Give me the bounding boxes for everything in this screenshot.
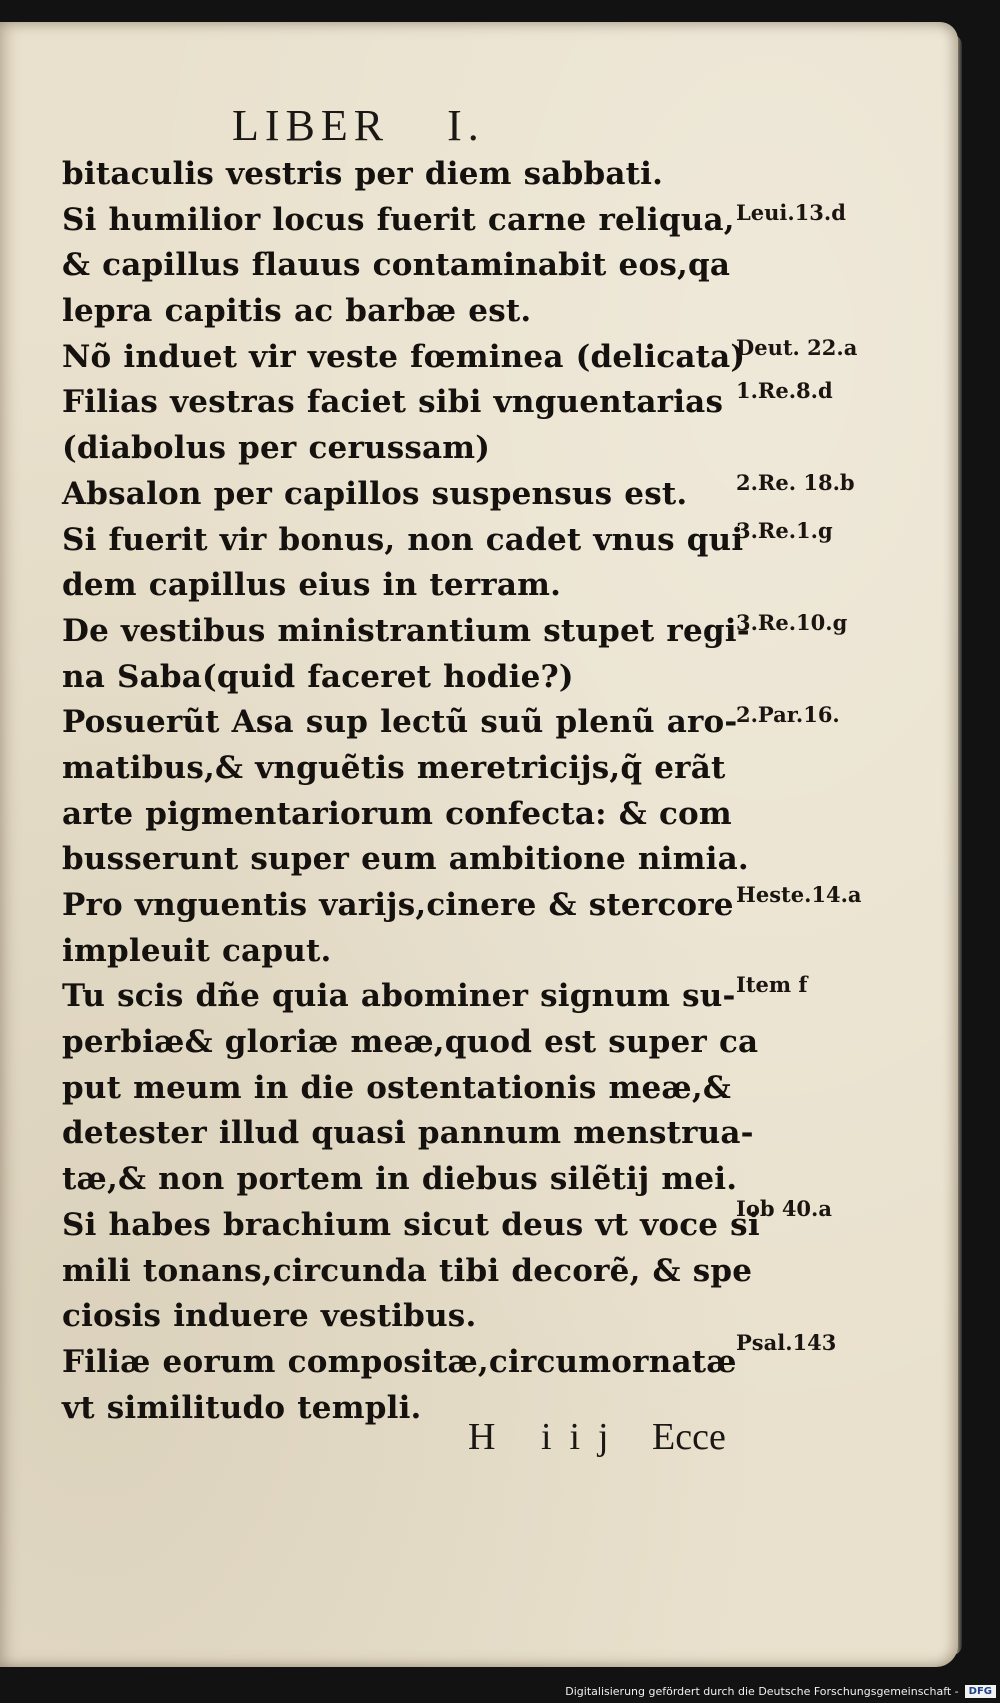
text-line: Pro vnguentis varijs,cinere & stercore [62,887,734,923]
margin-reference: Item f [736,972,808,997]
digitization-credit [565,1679,1000,1703]
text-line: Nõ induet vir veste fœminea (delicata) [62,338,746,375]
text-line: De vestibus ministrantium stupet regi- [62,612,750,649]
text-line: mili tonans,circunda tibi decorẽ, & spe [62,1252,753,1289]
text-line: tæ,& non portem in diebus silẽtij mei. [62,1161,738,1198]
text-line: put meum in die ostentationis meæ,& [62,1069,732,1106]
text-line: Tu scis dñe quia abominer signum su- [62,978,736,1015]
text-line: Posuerũt Asa sup lectũ suũ plenũ aro- [62,704,738,741]
margin-reference: 1.Re.8.d [736,378,833,403]
text-line: busserunt super eum ambitione nimia. [62,841,749,878]
margin-reference: 2.Re. 18.b [736,470,855,495]
text-line: ciosis induere vestibus. [62,1298,477,1335]
running-head-number: I. [447,101,485,150]
credit-text: Digitalisierung gefördert durch die Deutsche Forschungsgemeinschaft - [565,1684,959,1698]
text-line: Si fuerit vir bonus, non cadet vnus qui [62,521,744,558]
margin-reference: Iob 40.a [736,1196,832,1221]
text-line: Si humilior locus fuerit carne reliqua, [62,201,735,238]
text-line: impleuit caput. [62,932,332,969]
text-line: detester illud quasi pannum menstrua- [62,1115,754,1152]
text-line: na Saba(quid faceret hodie?) [62,658,574,695]
margin-reference: Leui.13.d [736,200,846,225]
margin-reference: Psal.143 [736,1330,837,1355]
text-line: dem capillus eius in terram. [62,567,562,604]
margin-reference: 3.Re.1.g [736,518,833,543]
text-line: Absalon per capillos suspensus est. [62,475,688,512]
text-line: Filiæ eorum compositæ,circumornatæ [62,1343,737,1380]
text-line: matibus,& vnguẽtis meretricijs,q̃ erãt [62,749,726,786]
text-line: Si habes brachium sicut deus vt voce si [62,1206,760,1243]
text-line: & capillus flauus contaminabit eos,qa [62,247,731,284]
margin-reference: Deut. 22.a [736,335,858,360]
text-line: lepra capitis ac barbæ est. [62,293,532,330]
running-head [232,100,612,156]
signature-mark: H iij [468,1416,627,1458]
text-line: vt similitudo templi. [62,1389,422,1426]
catchword: Ecce [652,1416,726,1458]
running-head-title: LIBER [232,101,390,150]
margin-reference: Heste.14.a [736,882,862,907]
text-line: bitaculis vestris per diem sabbati. [62,156,664,192]
text-line: (diabolus per cerussam) [62,430,491,467]
text-line: arte pigmentariorum confecta: & com [62,795,732,832]
margin-reference: 3.Re.10.g [736,610,848,635]
text-line: perbiæ& gloriæ meæ,quod est super ca [62,1024,759,1061]
dfg-logo-icon: DFG [965,1685,996,1698]
margin-reference: 2.Par.16. [736,702,840,727]
text-block [62,152,760,1431]
text-line: Filias vestras faciet sibi vnguentarias [62,384,724,421]
